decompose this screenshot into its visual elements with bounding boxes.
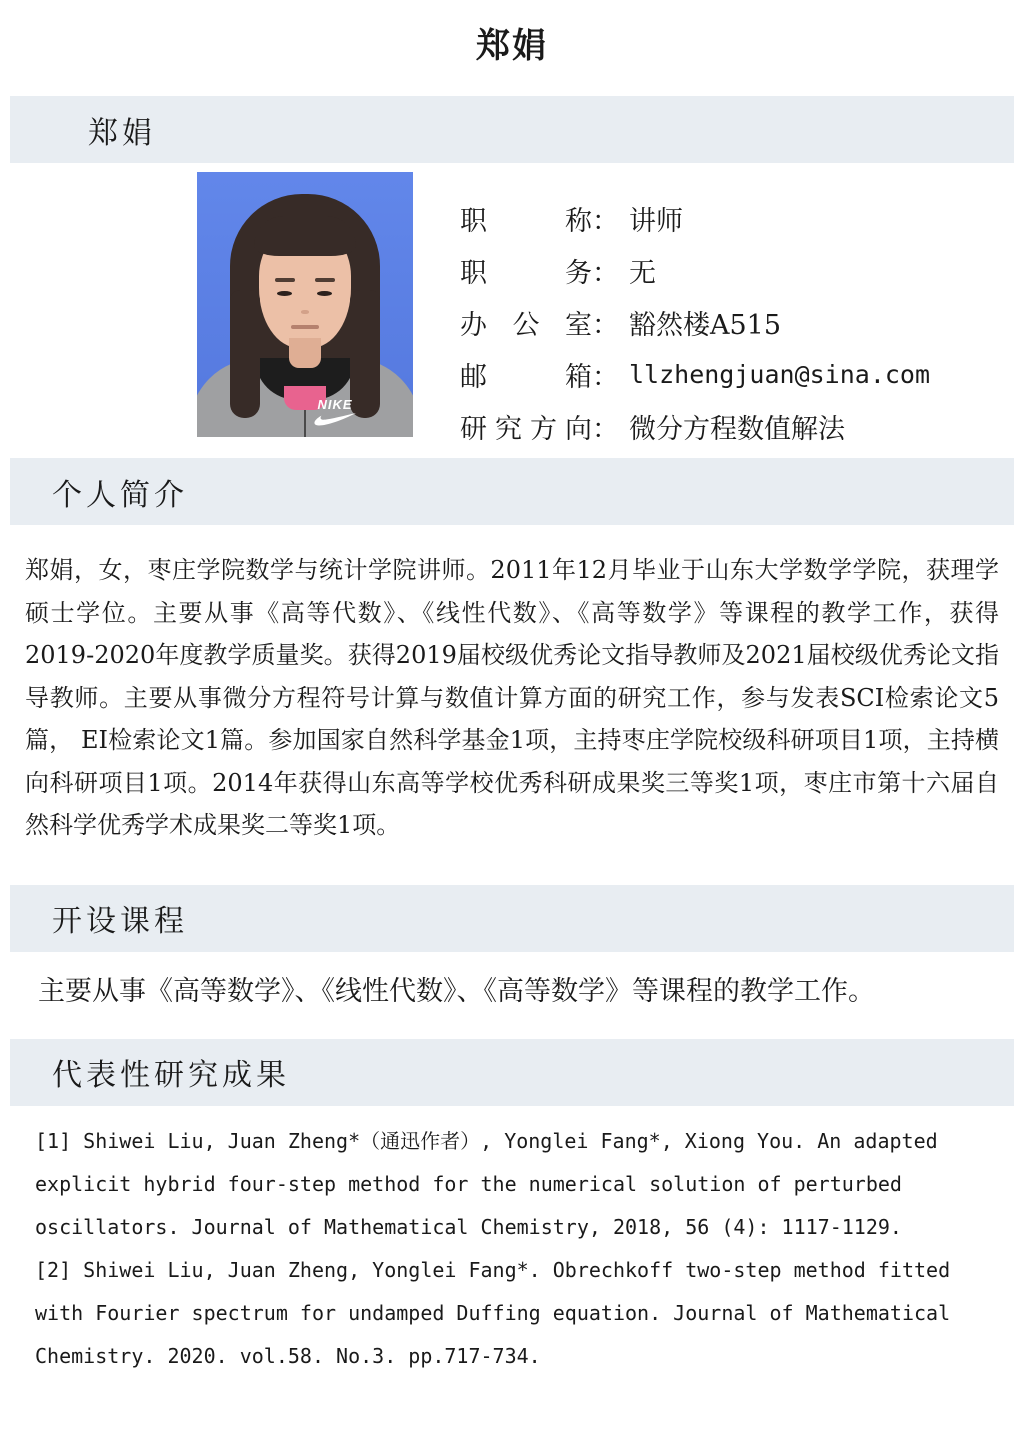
nike-swoosh-icon <box>313 412 357 426</box>
photo-eye-left <box>277 291 292 296</box>
info-row-duty <box>460 244 930 296</box>
info-row-email <box>460 348 930 400</box>
photo-neck <box>289 338 321 368</box>
info-value-duty: 无 <box>629 257 656 289</box>
info-row-title <box>460 192 930 244</box>
photo-zipper <box>304 410 306 437</box>
publication-item-1: [1] Shiwei Liu, Juan Zheng*（通迅作者）, Yonglei Fang*, Xiong You. An adapted explicit hybrid four-step method for the numerical solution of perturbed oscillators. Journal of Mathematical Chemistry, 2018, 56 (4): 1117-1129. <box>35 1128 938 1239</box>
publication-item-2: [2] Shiwei Liu, Juan Zheng, Yonglei Fang*. Obrechkoff two-step method fitted with Fourier spectrum for undamped Duffing equation. Journal of Mathematical Chemistry. 2020. vol.58. No.3. pp.717-734. <box>35 1257 951 1368</box>
courses-text: 主要从事《高等数学》、《线性代数》、《高等数学》等课程的教学工作。 <box>38 975 875 1007</box>
name-banner-label: 郑娟 <box>88 115 156 151</box>
info-colon: ： <box>592 413 619 445</box>
info-label-title: 职称 <box>460 205 592 237</box>
profile-photo <box>197 172 413 437</box>
photo-eye-right <box>317 291 332 296</box>
bio-banner-label: 个人简介 <box>52 477 188 513</box>
profile-info-list <box>460 172 930 452</box>
photo-eyebrow-right <box>315 278 335 282</box>
info-colon: ： <box>592 309 619 341</box>
photo-hair-lock-left <box>230 290 260 418</box>
publications-banner-label: 代表性研究成果 <box>52 1058 290 1093</box>
name-banner <box>10 96 1014 163</box>
publications-list <box>35 1120 1000 1378</box>
nike-word: NIKE <box>317 397 353 412</box>
info-row-research <box>460 400 930 452</box>
info-colon: ： <box>592 205 619 237</box>
photo-eyebrow-left <box>275 278 295 282</box>
nike-logo-icon <box>313 398 357 430</box>
info-colon: ： <box>592 361 619 393</box>
info-value-title: 讲师 <box>629 205 683 237</box>
photo-mouth <box>291 325 319 329</box>
page-title: 郑娟 <box>476 27 548 65</box>
info-label-research: 研究方向 <box>460 413 592 445</box>
bio-banner <box>10 458 1014 525</box>
info-value-office: 豁然楼A515 <box>629 309 782 341</box>
photo-bangs <box>254 216 356 256</box>
info-value-email: llzhengjuan@sina.com <box>629 359 931 389</box>
photo-nose <box>301 310 309 314</box>
info-label-email: 邮箱 <box>460 361 592 393</box>
info-value-research: 微分方程数值解法 <box>629 413 845 445</box>
courses-banner-label: 开设课程 <box>52 904 188 939</box>
info-label-office: 办公室 <box>460 309 592 341</box>
bio-text: 郑娟，女，枣庄学院数学与统计学院讲师。2011年12月毕业于山东大学数学学院，获理学硕士学位。主要从事《高等代数》、《线性代数》、《高等数学》等课程的教学工作，获得2019-2020年度教学质量奖。获得2019届校级优秀论文指导教师及2021届校级优秀论文指导教师。主要从事微分方程符号计算与数值计算方面的研究工作，参与发表SCI检索论文5篇， EI检索论文1篇。参加国家自然科学基金1项，主持枣庄学院校级科研项目1项，主持横向科研项目1项。2014年获得山东高等学校优秀科研成果奖三等奖1项，枣庄市第十六届自然科学优秀学术成果奖二等奖1项。 <box>25 556 999 839</box>
info-label-duty: 职务 <box>460 257 592 289</box>
courses-banner <box>10 885 1014 952</box>
info-colon: ： <box>592 257 619 289</box>
profile-section <box>0 172 1024 452</box>
info-row-office <box>460 296 930 348</box>
publications-banner <box>10 1039 1014 1106</box>
